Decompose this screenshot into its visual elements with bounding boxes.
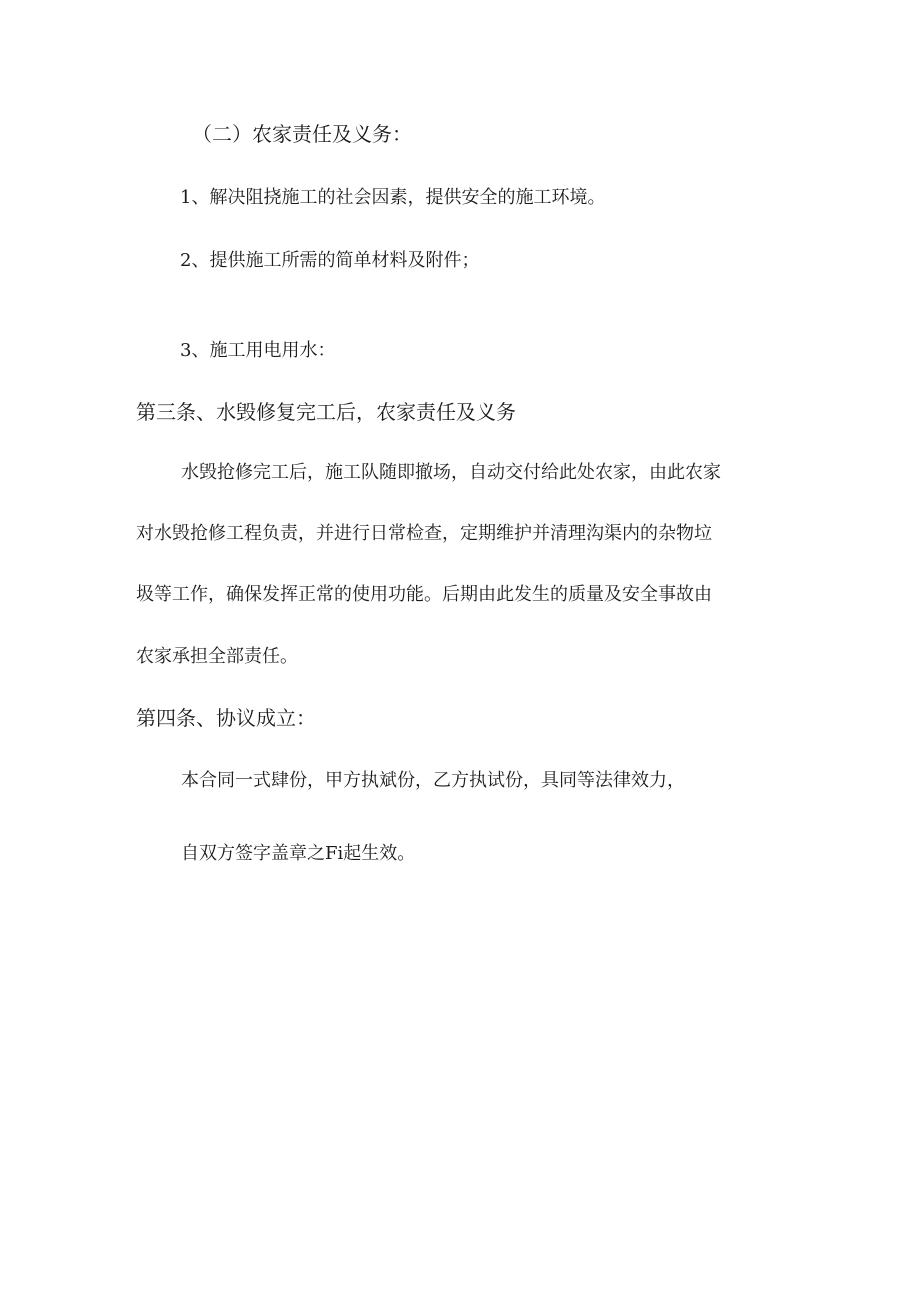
article-three-paragraph-line: 农家承担全部责任。 xyxy=(136,646,298,667)
article-three-paragraph-line: 对水毁抢修工程负责，并进行日常检查，定期维护并清理沟渠内的杂物垃 xyxy=(136,523,712,544)
duty-item-3: 3、施工用电用水： xyxy=(180,340,336,361)
article-four-paragraph-line: 自双方签字盖章之Fi起生效。 xyxy=(181,843,416,864)
duty-item-1: 1、解决阻挠施工的社会因素，提供安全的施工环境。 xyxy=(180,187,606,208)
article-three-paragraph-line: 水毁抢修完工后，施工队随即撤场，自动交付给此处农家，由此农家 xyxy=(181,462,721,483)
article-three-paragraph-line: 圾等工作，确保发挥正常的使用功能。后期由此发生的质量及安全事故由 xyxy=(136,584,712,605)
article-four-paragraph-line: 本合同一式肆份，甲方执斌份，乙方执试份，具同等法律效力， xyxy=(181,770,685,791)
article-four-title: 第四条、协议成立： xyxy=(136,706,316,730)
article-three-title: 第三条、水毁修复完工后，农家责任及义务 xyxy=(136,400,516,424)
section-two-heading: （二）农家责任及义务： xyxy=(192,122,412,146)
duty-item-2: 2、提供施工所需的简单材料及附件； xyxy=(180,250,480,271)
